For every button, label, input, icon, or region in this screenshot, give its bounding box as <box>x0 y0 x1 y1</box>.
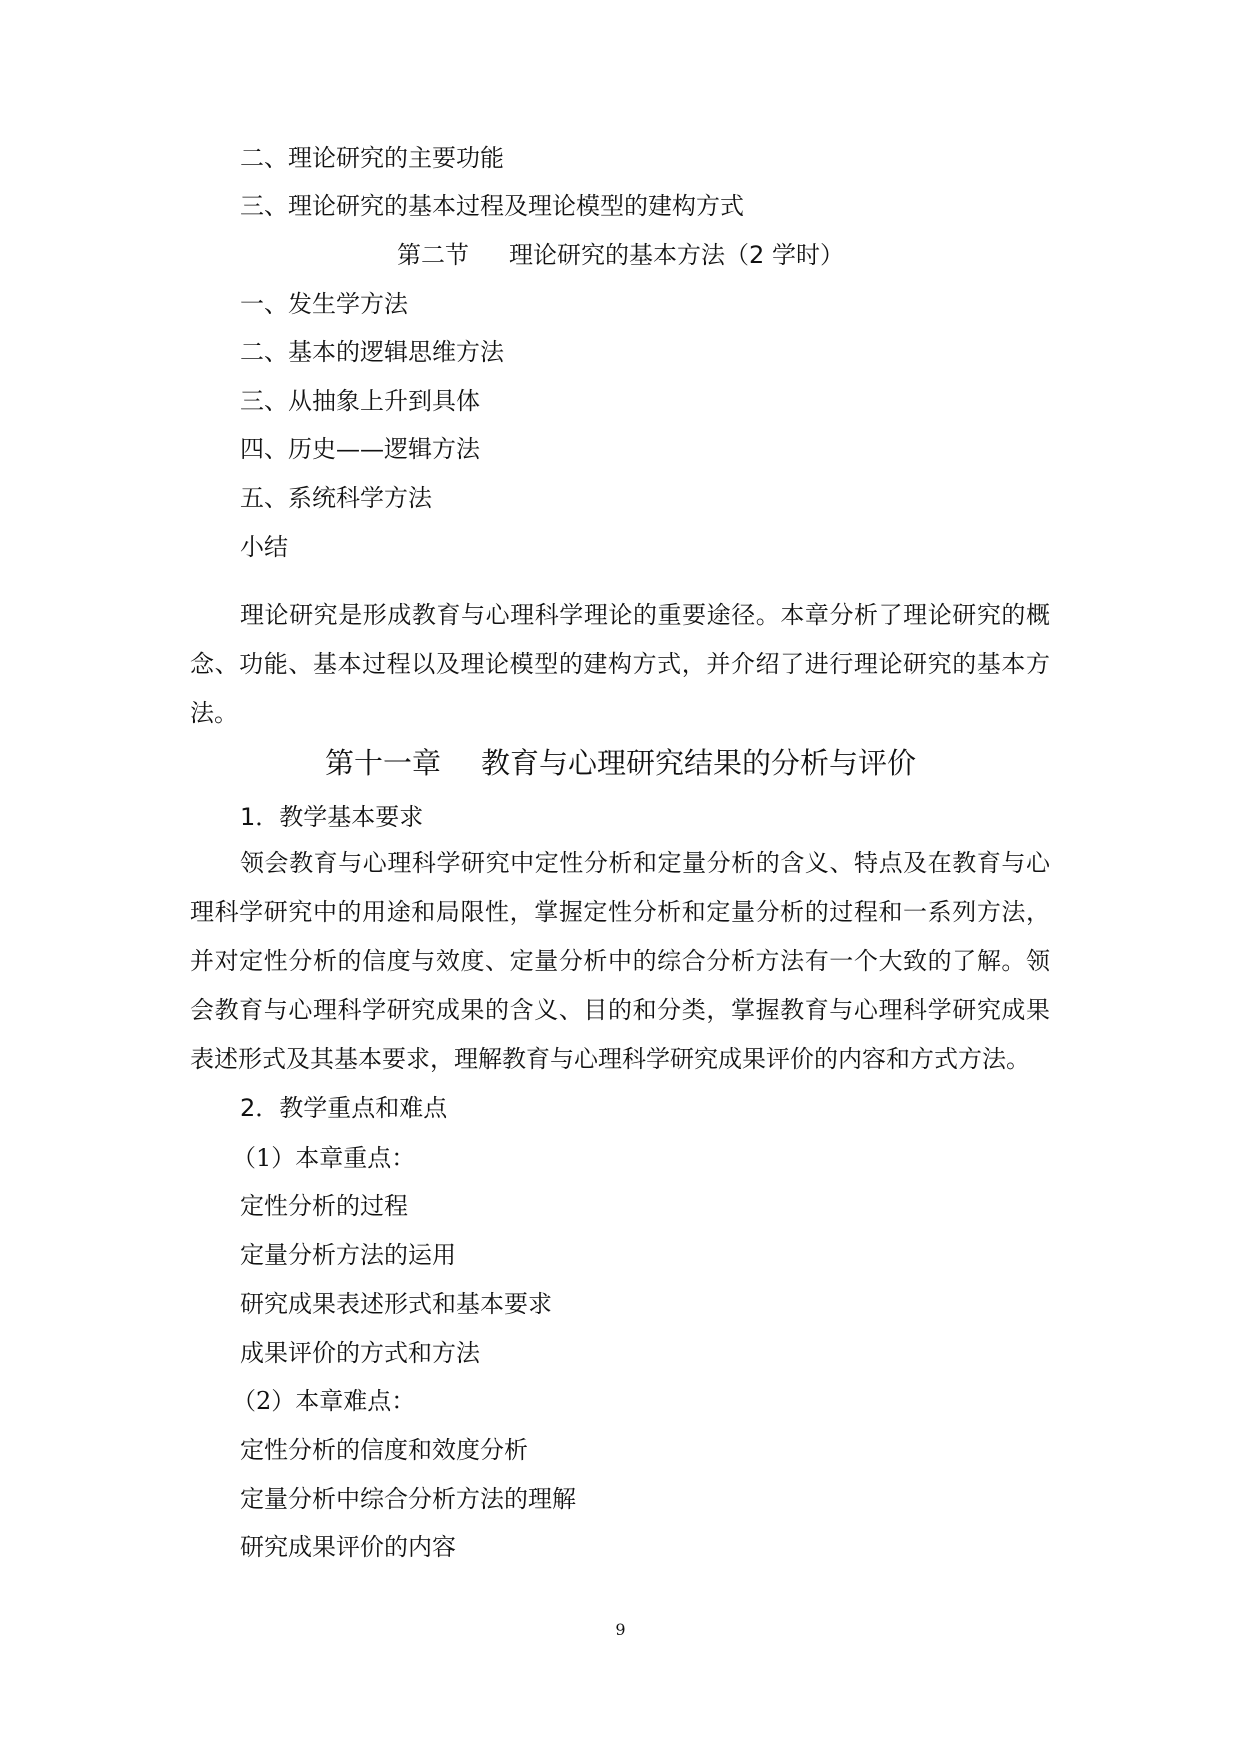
focus-item: 研究成果表述形式和基本要求 <box>240 1290 552 1318</box>
summary-heading: 小结 <box>240 533 288 561</box>
requirements-heading: 1．教学基本要求 <box>240 803 424 831</box>
chapter-label: 第十一章 <box>324 746 441 780</box>
list-item: 一、发生学方法 <box>240 290 408 318</box>
list-item: 四、历史——逻辑方法 <box>240 435 480 463</box>
list-item: 二、基本的逻辑思维方法 <box>240 338 504 366</box>
focus-item: 定性分析的过程 <box>240 1192 408 1220</box>
page-number: 9 <box>615 1620 626 1639</box>
key-points-heading: 2．教学重点和难点 <box>240 1094 448 1122</box>
requirements-paragraph: 领会教育与心理科学研究中定性分析和定量分析的含义、特点及在教育与心理科学研究中的用途和局限性，掌握定性分析和定量分析的过程和一系列方法，并对定性分析的信度与效度、定量分析中的综合分析方法有一个大致的了解。领会教育与心理科学研究成果的含义、目的和分类，掌握教育与心理科学研究成果表述形式及其基本要求，理解教育与心理科学研究成果评价的内容和方式方法。 <box>190 849 1050 1073</box>
section-heading <box>0 240 1241 270</box>
section-title: 理论研究的基本方法（2 学时） <box>509 241 844 269</box>
difficulty-label: （2）本章难点： <box>232 1387 416 1415</box>
focus-item: 定量分析方法的运用 <box>240 1241 456 1269</box>
chapter-title: 教育与心理研究结果的分析与评价 <box>481 746 917 780</box>
outline-item: 二、理论研究的主要功能 <box>240 144 504 172</box>
summary-paragraph: 理论研究是形成教育与心理科学理论的重要途径。本章分析了理论研究的概念、功能、基本过程以及理论模型的建构方式，并介绍了进行理论研究的基本方法。 <box>190 601 1050 727</box>
focus-item: 成果评价的方式和方法 <box>240 1339 480 1367</box>
list-item: 三、从抽象上升到具体 <box>240 387 480 415</box>
difficulty-item: 定量分析中综合分析方法的理解 <box>240 1485 576 1513</box>
list-item: 五、系统科学方法 <box>240 484 432 512</box>
section-label: 第二节 <box>397 241 470 269</box>
difficulty-item: 研究成果评价的内容 <box>240 1533 456 1561</box>
chapter-heading <box>0 745 1241 781</box>
focus-label: （1）本章重点： <box>232 1144 416 1172</box>
difficulty-item: 定性分析的信度和效度分析 <box>240 1436 528 1464</box>
outline-item: 三、理论研究的基本过程及理论模型的建构方式 <box>240 192 744 220</box>
